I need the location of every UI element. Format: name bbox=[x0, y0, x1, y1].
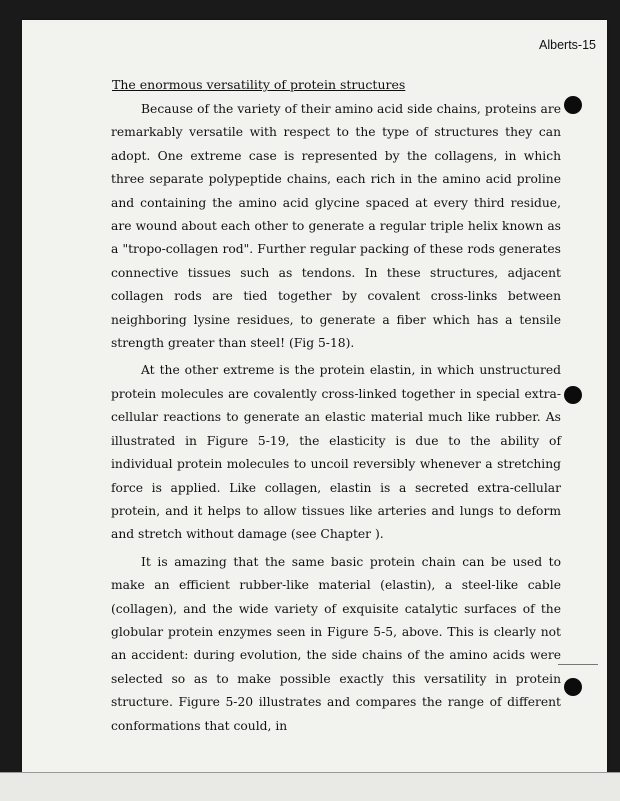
paragraph: It is amazing that the same basic protein chain can be used to make an efficient rubber-like material (elastin), a steel-like cable (collagen), and the wide variety of exquisite catalytic surfaces of the globular protein enzymes seen in Figure 5-5, above. This is clearly not an accident: during evolution, the side chains of the amino acids were selected so as to make possible exactly this versatility in protein structure. Figure 5-20 illustrates and compares the range of different conformations that could, in bbox=[111, 554, 561, 733]
paragraph: Because of the variety of their amino acid side chains, proteins are remarkably versatile with respect to the type of structures they can adopt. One extreme case is represented by the collagens, in which three separate polypeptide chains, each rich in the amino acid proline and containing the amino acid glycine spaced at every third residue, are wound about each other to generate a regular triple helix known as a "tropo-collagen rod". Further regular packing of these rods generates connective tissues such as tendons. In these structures, adjacent collagen rods are tied together by covalent cross-links between neighboring lysine residues, to generate a fiber which has a tensile strength greater than steel! (Fig 5-18). bbox=[111, 102, 561, 351]
scan-bottom-strip bbox=[0, 772, 620, 801]
body-text bbox=[111, 98, 561, 742]
page-header: Alberts-15 bbox=[539, 38, 596, 52]
punch-hole bbox=[564, 678, 582, 696]
punch-hole bbox=[564, 386, 582, 404]
section-heading: The enormous versatility of protein structures bbox=[112, 77, 406, 92]
paragraph: At the other extreme is the protein elastin, in which unstructured protein molecules are covalently cross-linked together in special extra-cellular reactions to generate an elastic material much like rubber. As illustrated in Figure 5-19, the elasticity is due to the ability of individual protein molecules to uncoil reversibly whenever a stretching force is applied. Like collagen, elastin is a secreted extra-cellular protein, and it helps to allow tissues like arteries and lungs to deform and stretch without damage (see Chapter ). bbox=[111, 363, 561, 542]
margin-mark bbox=[558, 664, 598, 665]
punch-hole bbox=[564, 96, 582, 114]
